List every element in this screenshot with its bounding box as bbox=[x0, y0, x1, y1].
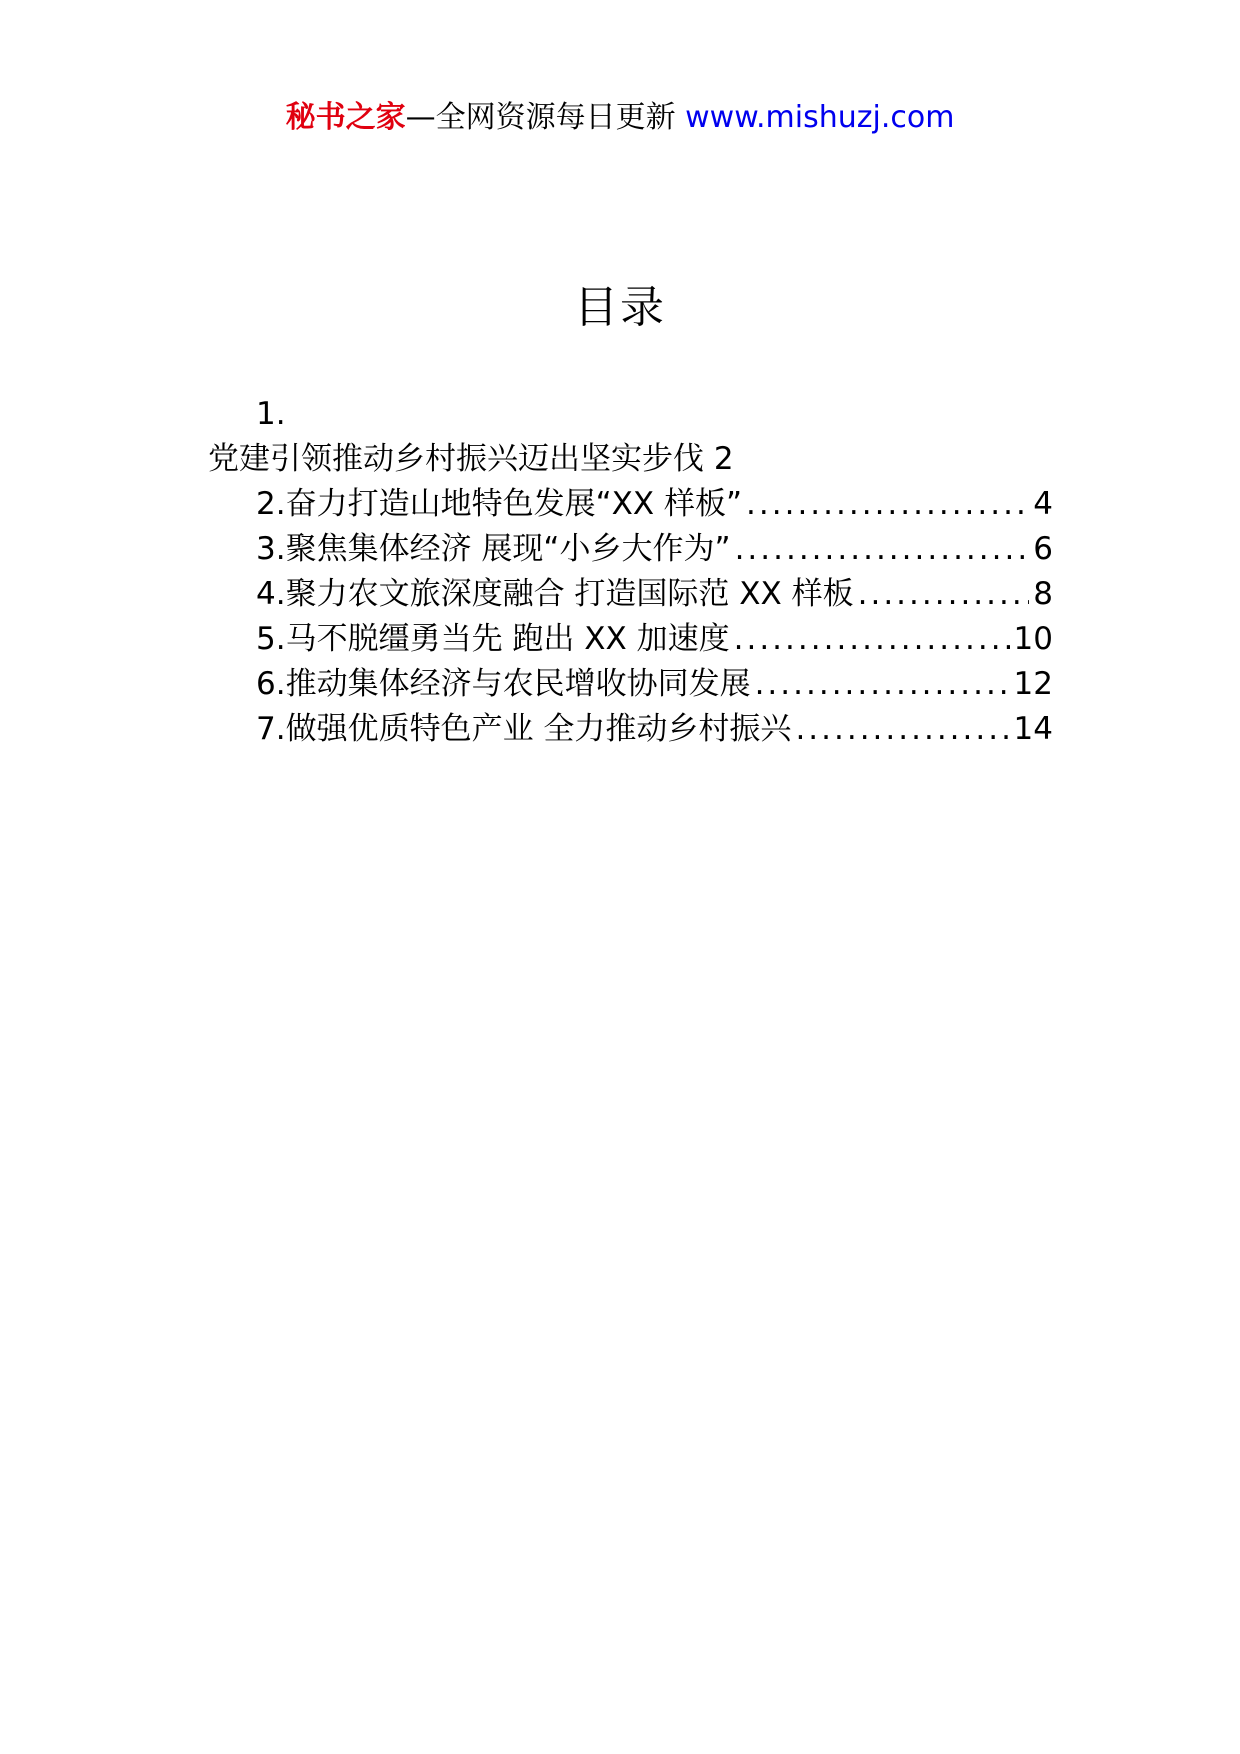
toc-page-number: 10 bbox=[1013, 621, 1053, 657]
toc-page-number: 12 bbox=[1013, 666, 1053, 702]
dot-leader bbox=[795, 707, 1009, 752]
toc-entry-5[interactable] bbox=[208, 617, 1053, 662]
toc-entry-4[interactable] bbox=[208, 572, 1053, 617]
toc-page-number: 8 bbox=[1033, 576, 1053, 612]
toc-entry-text: 4.聚力农文旅深度融合 打造国际范 XX 样板 bbox=[256, 576, 854, 612]
toc-entry-text: 2.奋力打造山地特色发展“XX 样板” bbox=[256, 486, 743, 522]
toc-entry-text: 3.聚焦集体经济 展现“小乡大作为” bbox=[256, 531, 731, 567]
toc-entry-text: 5.马不脱缰勇当先 跑出 XX 加速度 bbox=[256, 621, 730, 657]
toc-entry-1-number[interactable]: 1. bbox=[256, 396, 286, 432]
toc-entry-1[interactable] bbox=[208, 437, 1053, 482]
toc-entry-6[interactable] bbox=[208, 662, 1053, 707]
toc-page-number: 14 bbox=[1013, 711, 1053, 747]
toc-entry-3[interactable] bbox=[208, 527, 1053, 572]
dot-leader bbox=[746, 482, 1029, 527]
toc-page-number: 4 bbox=[1033, 486, 1053, 522]
toc-entry-2[interactable] bbox=[208, 482, 1053, 527]
dot-leader bbox=[755, 662, 1010, 707]
dot-leader bbox=[858, 572, 1030, 617]
toc-entry-7[interactable] bbox=[208, 707, 1053, 752]
page-header bbox=[0, 98, 1240, 138]
website-link[interactable]: www.mishuzj.com bbox=[685, 100, 955, 135]
brand-name: 秘书之家 bbox=[285, 100, 406, 135]
toc-entry-text: 6.推动集体经济与农民增收协同发展 bbox=[256, 666, 751, 702]
table-of-contents bbox=[208, 392, 1053, 752]
dot-leader bbox=[735, 527, 1030, 572]
toc-page-number: 6 bbox=[1033, 531, 1053, 567]
toc-title: 目录 bbox=[574, 282, 666, 333]
toc-entry-text: 7.做强优质特色产业 全力推动乡村振兴 bbox=[256, 711, 792, 747]
dot-leader bbox=[734, 617, 1010, 662]
header-slogan: —全网资源每日更新 bbox=[405, 100, 676, 135]
toc-entry-1-page: 2 bbox=[713, 441, 734, 477]
toc-entry-1-text: 党建引领推动乡村振兴迈出坚实步伐 bbox=[208, 441, 704, 477]
